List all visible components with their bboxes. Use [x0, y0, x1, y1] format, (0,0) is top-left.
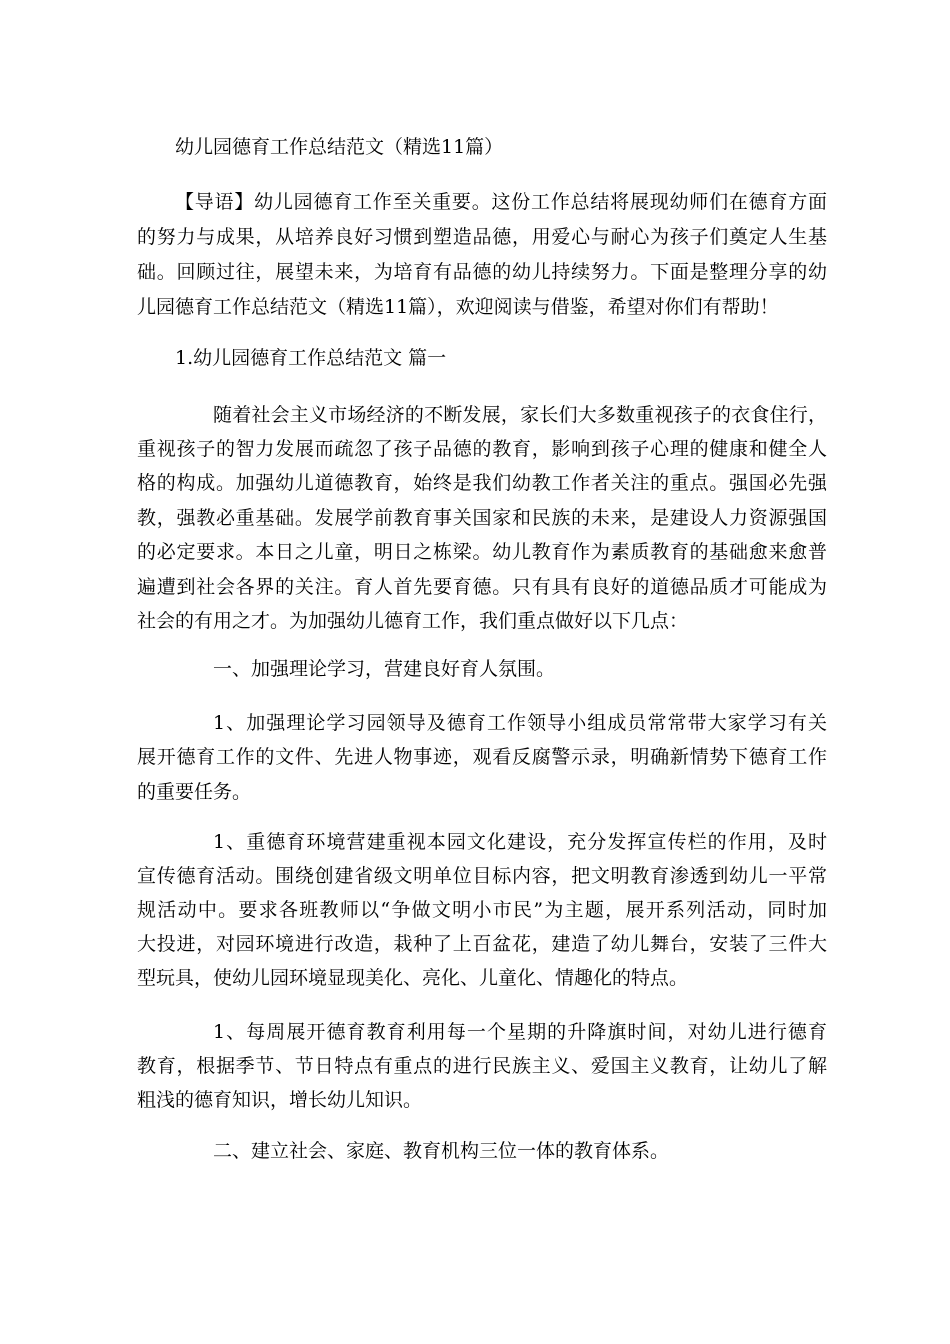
paragraph-line: 规活动中。要求各班教师以“争做文明小市民”为主题，展开系列活动，同时加 — [137, 899, 827, 921]
paragraph-line: 大投进，对园环境进行改造，栽种了上百盆花，建造了幼儿舞台，安装了三件大 — [137, 933, 827, 955]
paragraph-line: 教，强教必重基础。发展学前教育事关国家和民族的未来，是建设人力资源强国 — [137, 507, 827, 529]
paragraph-line: 1、重德育环境营建重视本园文化建设，充分发挥宣传栏的作用，及时 — [213, 831, 827, 853]
intro-line: 【导语】幼儿园德育工作至关重要。这份工作总结将展现幼师们在德育方面 — [175, 191, 827, 213]
intro-line: 儿园德育工作总结范文（精选11篇），欢迎阅读与借鉴，希望对你们有帮助！ — [137, 296, 779, 318]
paragraph-line: 宣传德育活动。围绕创建省级文明单位目标内容，把文明教育渗透到幼儿一平常 — [137, 865, 827, 887]
paragraph-line: 的必定要求。本日之儿童，明日之栋梁。幼儿教育作为素质教育的基础愈来愈普 — [137, 541, 827, 563]
paragraph-line: 1、加强理论学习园领导及德育工作领导小组成员常常带大家学习有关 — [213, 712, 827, 734]
intro-line: 础。回顾过往，展望未来，为培育有品德的幼儿持续努力。下面是整理分享的幼 — [137, 261, 827, 283]
paragraph-line: 遍遭到社会各界的关注。育人首先要育德。只有具有良好的道德品质才可能成为 — [137, 576, 827, 598]
heading-two: 二、建立社会、家庭、教育机构三位一体的教育体系。 — [213, 1140, 670, 1162]
paragraph-line: 型玩具，使幼儿园环境显现美化、亮化、儿童化、情趣化的特点。 — [137, 967, 689, 989]
intro-line: 的努力与成果，从培养良好习惯到塑造品德，用爱心与耐心为孩子们奠定人生基 — [137, 226, 827, 248]
section-heading: 1.幼儿园德育工作总结范文 篇一 — [175, 347, 447, 369]
paragraph-line: 社会的有用之才。为加强幼儿德育工作，我们重点做好以下几点： — [137, 610, 689, 632]
document-title: 幼儿园德育工作总结范文（精选11篇） — [175, 136, 504, 158]
paragraph-line: 展开德育工作的文件、先进人物事迹，观看反腐警示录，明确新情势下德育工作 — [137, 746, 827, 768]
paragraph-line: 重视孩子的智力发展而疏忽了孩子品德的教育，影响到孩子心理的健康和健全人 — [137, 438, 827, 460]
paragraph-line: 随着社会主义市场经济的不断发展，家长们大多数重视孩子的衣食住行， — [213, 404, 827, 426]
heading-one: 一、加强理论学习，营建良好育人氛围。 — [213, 658, 556, 680]
paragraph-line: 格的构成。加强幼儿道德教育，始终是我们幼教工作者关注的重点。强国必先强 — [137, 472, 827, 494]
paragraph-line: 1、每周展开德育教育利用每一个星期的升降旗时间，对幼儿进行德育 — [213, 1021, 827, 1043]
paragraph-line: 粗浅的德育知识，增长幼儿知识。 — [137, 1089, 423, 1111]
paragraph-line: 的重要任务。 — [137, 781, 252, 803]
paragraph-line: 教育，根据季节、节日特点有重点的进行民族主义、爱国主义教育，让幼儿了解 — [137, 1055, 827, 1077]
